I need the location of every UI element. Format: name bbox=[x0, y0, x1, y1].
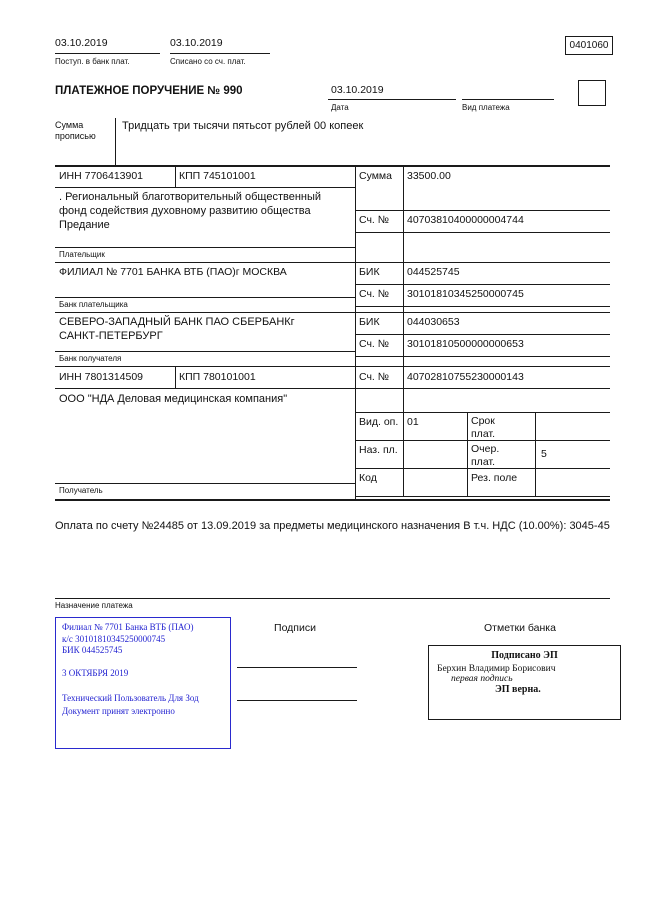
document-title: ПЛАТЕЖНОЕ ПОРУЧЕНИЕ № 990 bbox=[55, 85, 243, 97]
order-label: Очер. плат. bbox=[471, 443, 500, 469]
payer-account-label: Сч. № bbox=[359, 214, 390, 226]
amount-words-divider bbox=[115, 118, 116, 165]
payee-bank-name: СЕВЕРО-ЗАПАДНЫЙ БАНК ПАО СБЕРБАНКг САНКТ-ПЕТЕРБУРГ bbox=[59, 316, 295, 342]
signature-stamp-title: Подписано ЭП bbox=[491, 650, 558, 661]
table-line bbox=[467, 412, 468, 496]
signature-stamp-verified: ЭП верна. bbox=[495, 684, 541, 695]
amount-words-value: Тридцать три тысячи пятьсот рублей 00 копеек bbox=[122, 120, 364, 132]
table-line bbox=[55, 262, 610, 263]
payment-type-box bbox=[578, 80, 606, 106]
payee-bank-section-label: Банк получателя bbox=[59, 354, 122, 363]
digital-signature-stamp bbox=[428, 645, 621, 720]
table-line bbox=[175, 366, 176, 388]
signature-stamp-signer: Берхин Владимир Борисович bbox=[437, 664, 556, 674]
signature-line bbox=[237, 667, 357, 668]
table-line bbox=[55, 499, 610, 501]
payer-section-label: Плательщик bbox=[59, 250, 105, 259]
payee-bank-account-label: Сч. № bbox=[359, 338, 390, 350]
table-line bbox=[55, 483, 355, 484]
purpose-underline bbox=[55, 598, 610, 599]
received-date: 03.10.2019 bbox=[55, 37, 108, 49]
table-line bbox=[55, 187, 355, 188]
table-line bbox=[55, 366, 610, 367]
table-line bbox=[55, 247, 355, 248]
payee-inn: ИНН 7801314509 bbox=[59, 371, 144, 383]
payer-kpp: КПП 745101001 bbox=[179, 170, 256, 182]
term-label: Срок плат. bbox=[471, 415, 495, 441]
debited-date: 03.10.2019 bbox=[170, 37, 223, 49]
bank-marks-label: Отметки банка bbox=[484, 622, 556, 634]
op-type-value: 01 bbox=[407, 416, 419, 428]
order-value: 5 bbox=[541, 448, 547, 460]
payer-bank-section-label: Банк плательщика bbox=[59, 300, 128, 309]
stamp-user: Технический Пользователь Для Зод bbox=[62, 692, 199, 703]
table-line bbox=[355, 356, 610, 357]
payee-section-label: Получатель bbox=[59, 486, 103, 495]
debited-date-label: Списано со сч. плат. bbox=[170, 57, 246, 66]
payment-type-label: Вид платежа bbox=[462, 103, 510, 112]
payer-account: 40703810400000004744 bbox=[407, 214, 524, 226]
form-code-box: 0401060 bbox=[565, 36, 613, 55]
table-line bbox=[355, 284, 610, 285]
table-line bbox=[355, 232, 610, 233]
table-line bbox=[403, 165, 404, 496]
payer-bank-name: ФИЛИАЛ № 7701 БАНКА ВТБ (ПАО)г МОСКВА bbox=[59, 266, 287, 278]
date-label: Дата bbox=[331, 103, 349, 112]
table-line bbox=[55, 351, 355, 352]
payment-purpose-text: Оплата по счету №24485 от 13.09.2019 за предметы медицинского назначения В т.ч. НДС (10.00%): 3045-45 bbox=[55, 520, 610, 532]
payer-bank-bik: 044525745 bbox=[407, 266, 460, 278]
table-line bbox=[535, 412, 536, 496]
payer-name: . Региональный благотворительный общественный фонд содействия духовному развитию общества Предание bbox=[59, 191, 322, 231]
table-line bbox=[355, 334, 610, 335]
bank-electronic-stamp bbox=[55, 617, 231, 749]
requisites-table bbox=[55, 165, 610, 501]
payee-bank-account: 30101810500000000653 bbox=[407, 338, 524, 350]
table-line bbox=[55, 388, 610, 389]
table-line bbox=[55, 165, 610, 167]
payer-inn: ИНН 7706413901 bbox=[59, 170, 144, 182]
date-underline bbox=[328, 99, 456, 100]
table-line bbox=[355, 496, 610, 497]
code-label: Код bbox=[359, 472, 377, 484]
signature-line bbox=[237, 700, 357, 701]
table-line bbox=[355, 165, 356, 499]
stamp-bik: БИК 044525745 bbox=[62, 645, 123, 656]
op-type-label: Вид. оп. bbox=[359, 416, 399, 428]
payee-bank-bik: 044030653 bbox=[407, 316, 460, 328]
table-line bbox=[55, 312, 610, 313]
purpose-section-label: Назначение платежа bbox=[55, 601, 133, 610]
payee-name: ООО "НДА Деловая медицинская компания" bbox=[59, 393, 288, 405]
sum-label: Сумма bbox=[359, 170, 392, 182]
payer-bank-account: 30101810345250000745 bbox=[407, 288, 524, 300]
reserve-label: Рез. поле bbox=[471, 472, 518, 484]
table-line bbox=[175, 165, 176, 187]
payee-account-label: Сч. № bbox=[359, 371, 390, 383]
stamp-bank-name: Филиал № 7701 Банка ВТБ (ПАО) bbox=[62, 622, 194, 632]
payee-kpp: КПП 780101001 bbox=[179, 371, 256, 383]
payee-account: 40702810755230000143 bbox=[407, 371, 524, 383]
payer-bank-bik-label: БИК bbox=[359, 266, 380, 278]
table-line bbox=[355, 210, 610, 211]
payment-type-underline bbox=[462, 99, 554, 100]
payee-bank-bik-label: БИК bbox=[359, 316, 380, 328]
payer-bank-account-label: Сч. № bbox=[359, 288, 390, 300]
purpose-code-label: Наз. пл. bbox=[359, 444, 398, 456]
sum-value: 33500.00 bbox=[407, 170, 451, 182]
amount-words-label: Сумма прописью bbox=[55, 120, 96, 141]
table-line bbox=[355, 412, 610, 413]
table-line bbox=[355, 306, 610, 307]
signature-stamp-type: первая подпись bbox=[451, 674, 513, 684]
signatures-label: Подписи bbox=[274, 622, 316, 634]
table-line bbox=[55, 297, 355, 298]
stamp-accepted: Документ принят электронно bbox=[62, 706, 175, 717]
document-date: 03.10.2019 bbox=[331, 84, 384, 96]
received-date-label: Поступ. в банк плат. bbox=[55, 57, 130, 66]
debited-date-underline bbox=[170, 53, 270, 54]
received-date-underline bbox=[55, 53, 160, 54]
stamp-date: 3 ОКТЯБРЯ 2019 bbox=[62, 668, 129, 679]
stamp-corr-account: к/с 30101810345250000745 bbox=[62, 633, 166, 644]
